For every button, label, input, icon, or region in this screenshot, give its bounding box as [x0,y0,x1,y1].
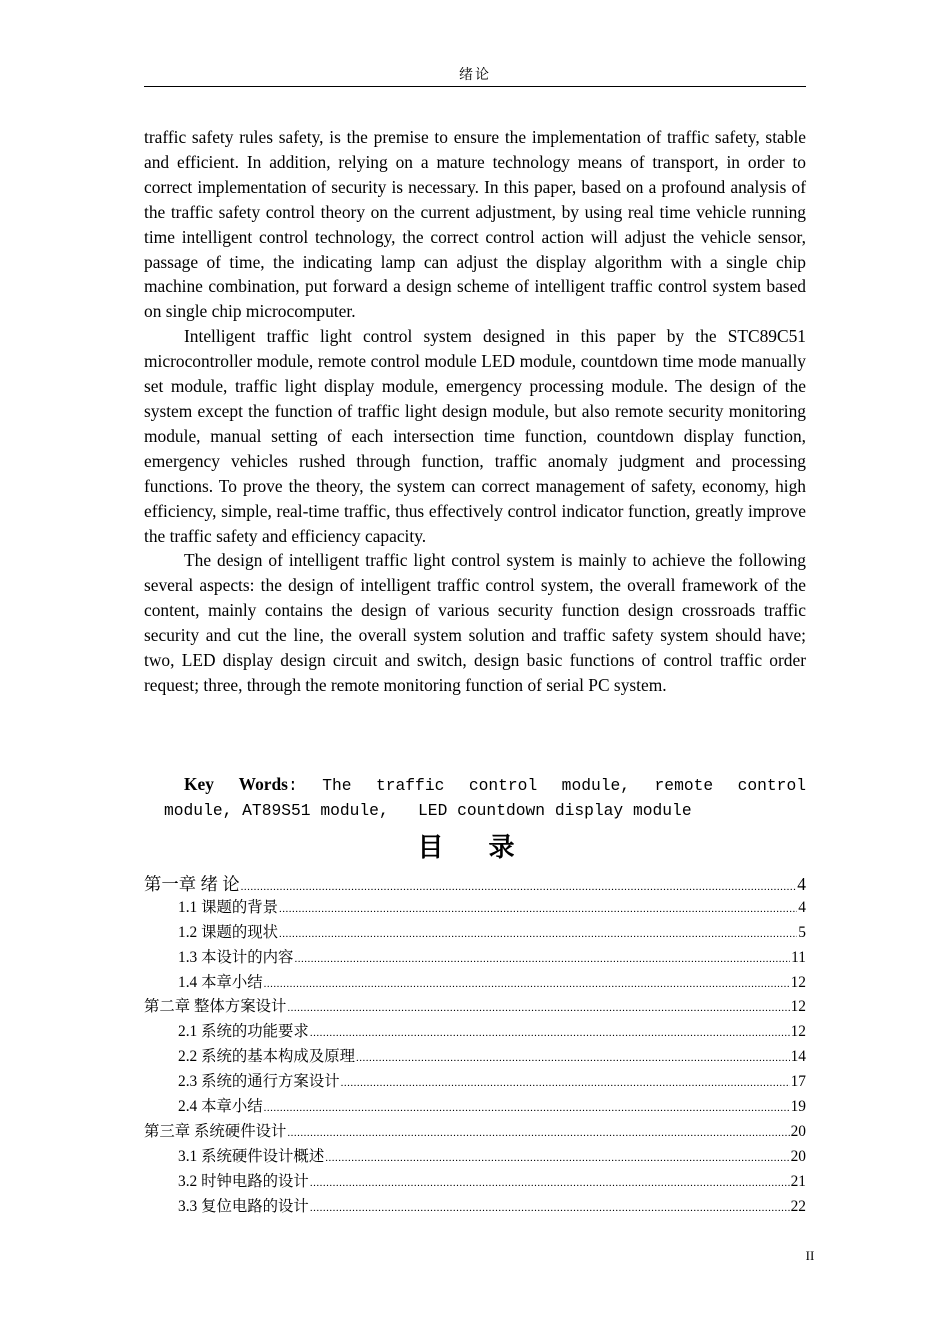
page-number: II [805,1248,815,1263]
toc-entry[interactable] [144,1044,806,1069]
toc-entry-page: 20 [790,1122,806,1140]
toc-entry-title: 3.1 系统硬件设计概述 [178,1147,325,1165]
toc-leader [294,953,790,965]
running-header-title: 绪论 [459,67,491,83]
toc-entry-page: 4 [797,874,806,894]
header-rule [144,86,806,87]
toc-entry-title: 2.2 系统的基本构成及原理 [178,1048,355,1066]
keywords-separator: : [287,776,298,795]
toc-entry-page: 22 [790,1197,806,1215]
toc-leader [264,1102,790,1114]
toc-entry-title: 1.4 本章小结 [178,973,263,991]
toc-entry-page: 21 [790,1172,806,1190]
toc-entry-title: 2.1 系统的功能要求 [178,1023,309,1041]
toc-entry[interactable] [144,945,806,970]
abstract-paragraph-3: The design of intelligent traffic light control system is mainly to achieve the following several aspects: the design of intelligent traffic control system, the overall framework of the content, mainly contains the design of various security function design crossroads traffic security and cut the line, the overall system solution and traffic safety system should have; two, LED display design circuit and switch, design basic functions of control traffic order request; three, through the remote monitoring function of serial PC system. [144,550,806,695]
toc-entry-title: 1.2 课题的现状 [178,923,279,941]
toc-entry[interactable] [144,1119,806,1144]
abstract-body [144,125,806,698]
toc-entry-page: 17 [790,1073,806,1091]
toc-entry[interactable] [144,970,806,995]
toc-entry[interactable] [144,920,806,945]
toc-entry-page: 14 [790,1048,806,1066]
toc-leader [264,978,790,990]
toc-entry-page: 19 [790,1098,806,1116]
toc-entry[interactable] [144,1069,806,1094]
toc-entry-title: 第一章 绪 论 [144,874,240,894]
toc-entry-page: 12 [790,1023,806,1041]
toc-entry[interactable] [144,1194,806,1219]
toc-entry-title: 第二章 整体方案设计 [144,998,287,1016]
toc-leader [279,903,797,915]
toc-entry-page: 12 [790,973,806,991]
toc-entry[interactable] [144,870,806,895]
toc-entry-title: 3.3 复位电路的设计 [178,1197,309,1215]
toc-leader [310,1027,790,1039]
toc-leader [287,1127,789,1139]
toc-entry-title: 3.2 时钟电路的设计 [178,1172,309,1190]
toc-entry[interactable] [144,994,806,1019]
toc-leader [310,1177,790,1189]
abstract-paragraph-2: Intelligent traffic light control system designed in this paper by the STC89C51 microcontroller module, remote control module LED module, countdown time mode manually set module, traffic light display module, emergency processing module. The design of the system except the function of traffic light design module, but also remote security monitoring module, manual setting of each intersection time function, countdown display function, emergency vehicles rushed through function, traffic anomaly judgment and processing functions. To prove the theory, the system can correct management of safety, economy, high efficiency, simple, real-time traffic, thus effectively control indicator function, greatly improve the traffic safety and efficiency capacity. [144,326,806,546]
toc-entry-title: 1.3 本设计的内容 [178,948,294,966]
toc-leader [241,881,797,893]
toc-leader [341,1077,790,1089]
keywords-line-2: module, AT89S51 module, LED countdown display module [164,800,692,820]
toc-entry-page: 5 [798,923,806,941]
toc-leader [287,1002,789,1014]
toc-leader [325,1152,789,1164]
keywords-line-1 [144,772,806,799]
toc-entry-page: 4 [798,898,806,916]
toc-entry-page: 12 [790,998,806,1016]
keywords-label: Key Words [184,774,288,794]
toc-entry-title: 1.1 课题的背景 [178,898,279,916]
toc-leader [310,1202,790,1214]
toc-entry[interactable] [144,1094,806,1119]
keywords-text-1: The traffic control module, remote control [322,776,806,795]
toc-entry[interactable] [144,1169,806,1194]
toc-entry-title: 第三章 系统硬件设计 [144,1122,287,1140]
toc-entry-page: 20 [790,1147,806,1165]
abstract-paragraph-1: traffic safety rules safety, is the premise to ensure the implementation of traffic safety, stable and efficient. In addition, relying on a mature technology means of transport, in order to correct implementation of security is necessary. In this paper, based on a profound analysis of the traffic safety control theory on the current adjustment, by using real time vehicle running time intelligent control technology, the correct control action will adjust the vehicle sensor, passage of time, the indicating lamp can adjust the display algorithm with a single chip machine combination, put forward a design scheme of intelligent traffic control system based on single chip microcomputer. [144,127,806,322]
toc-entry-page: 11 [791,948,806,966]
toc-entry[interactable] [144,895,806,920]
toc-entry-title: 2.3 系统的通行方案设计 [178,1073,340,1091]
keywords-block [144,772,806,824]
toc-leader [356,1052,790,1064]
toc-title: 目 录 [417,833,533,863]
toc-entry[interactable] [144,1019,806,1044]
toc-entry-title: 2.4 本章小结 [178,1098,263,1116]
toc-entry[interactable] [144,1144,806,1169]
table-of-contents [144,870,806,1218]
toc-leader [279,928,797,940]
